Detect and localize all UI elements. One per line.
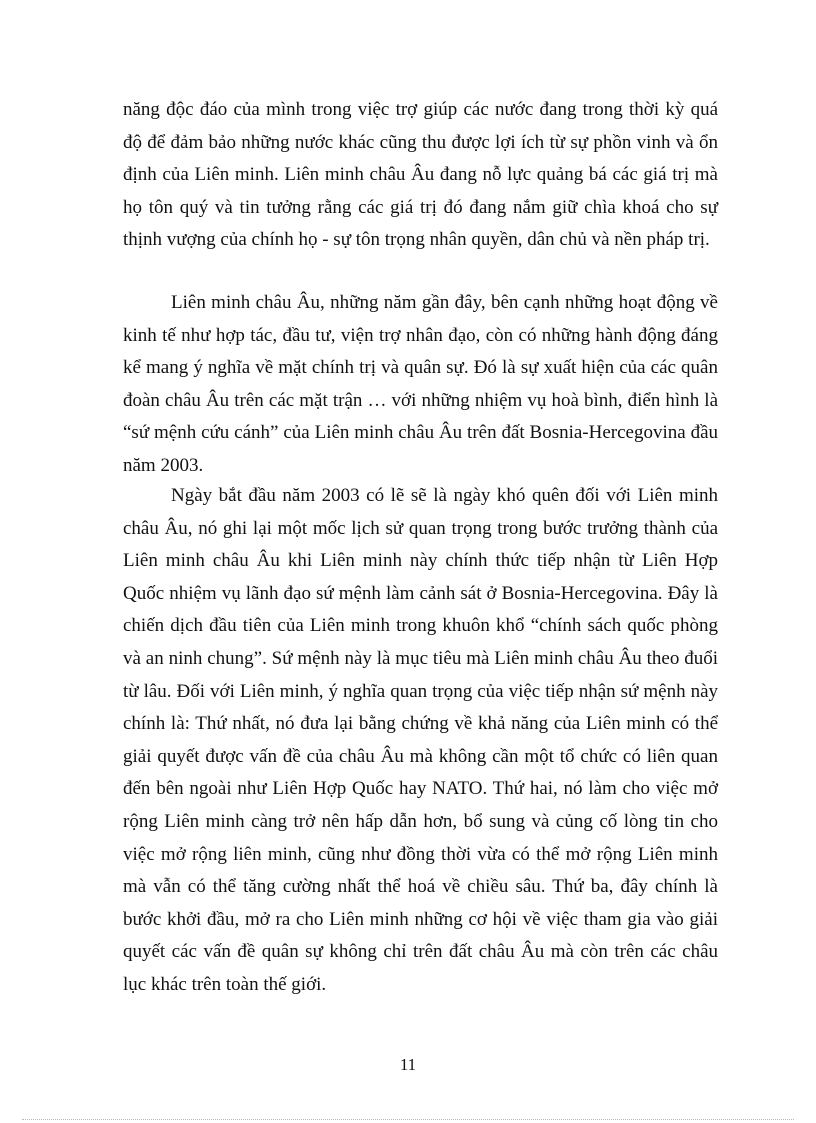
paragraph-continuation — [123, 94, 718, 257]
paragraph-text: năng độc đáo của mình trong việc trợ giúp các nước đang trong thời kỳ quá độ để đảm bảo những nước khác cũng thu được lợi ích từ sự phồn vinh và ổn định của Liên minh. Liên minh châu Âu đang nỗ lực quảng bá các giá trị mà họ tôn quý và tin tưởng rằng các giá trị đó đang nắm giữ chìa khoá cho sự thịnh vượng của chính họ - sự tôn trọng nhân quyền, dân chủ và nền pháp trị. — [123, 99, 718, 251]
paragraph-text: Ngày bắt đầu năm 2003 có lẽ sẽ là ngày khó quên đối với Liên minh châu Âu, nó ghi lại một mốc lịch sử quan trọng trong bước trưởng thành của Liên minh châu Âu khi Liên minh này chính thức tiếp nhận từ Liên Hợp Quốc nhiệm vụ lãnh đạo sứ mệnh làm cảnh sát ở Bosnia-Hercegovina. Đây là chiến dịch đầu tiên của Liên minh trong khuôn khổ “chính sách quốc phòng và an ninh chung”. Sứ mệnh này là mục tiêu mà Liên minh châu Âu theo đuổi từ lâu. Đối với Liên minh, ý nghĩa quan trọng của việc tiếp nhận sứ mệnh này chính là: Thứ nhất, nó đưa lại bằng chứng về khả năng của Liên minh có thể giải quyết được vấn đề của châu Âu mà không cần một tổ chức có liên quan đến bên ngoài như Liên Hợp Quốc hay NATO. Thứ hai, nó làm cho việc mở rộng Liên minh càng trở nên hấp dẫn hơn, bổ sung và củng cố lòng tin cho việc mở rộng liên minh, cũng như đồng thời vừa có thể mở rộng Liên minh mà vẫn có thể tăng cường nhất thể hoá về chiều sâu. Thứ ba, đây chính là bước khởi đầu, mở ra cho Liên minh những cơ hội về việc tham gia vào giải quyết các vấn đề quân sự không chỉ trên đất châu Âu mà còn trên các châu lục khác trên toàn thế giới. — [123, 485, 718, 995]
paragraph-2003-mission — [123, 480, 718, 1002]
page-number: 11 — [399, 1055, 417, 1074]
paragraph-text: Liên minh châu Âu, những năm gần đây, bên cạnh những hoạt động về kinh tế như hợp tác, đầu tư, viện trợ nhân đạo, còn có những hành động đáng kể mang ý nghĩa về mặt chính trị và quân sự. Đó là sự xuất hiện của các quân đoàn châu Âu trên các mặt trận … với những nhiệm vụ hoà bình, điển hình là “sứ mệnh cứu cánh” của Liên minh châu Âu trên đất Bosnia-Hercegovina đầu năm 2003. — [123, 292, 718, 476]
paragraph-eu-military-activities — [123, 287, 718, 483]
page-bottom-divider — [22, 1119, 794, 1120]
